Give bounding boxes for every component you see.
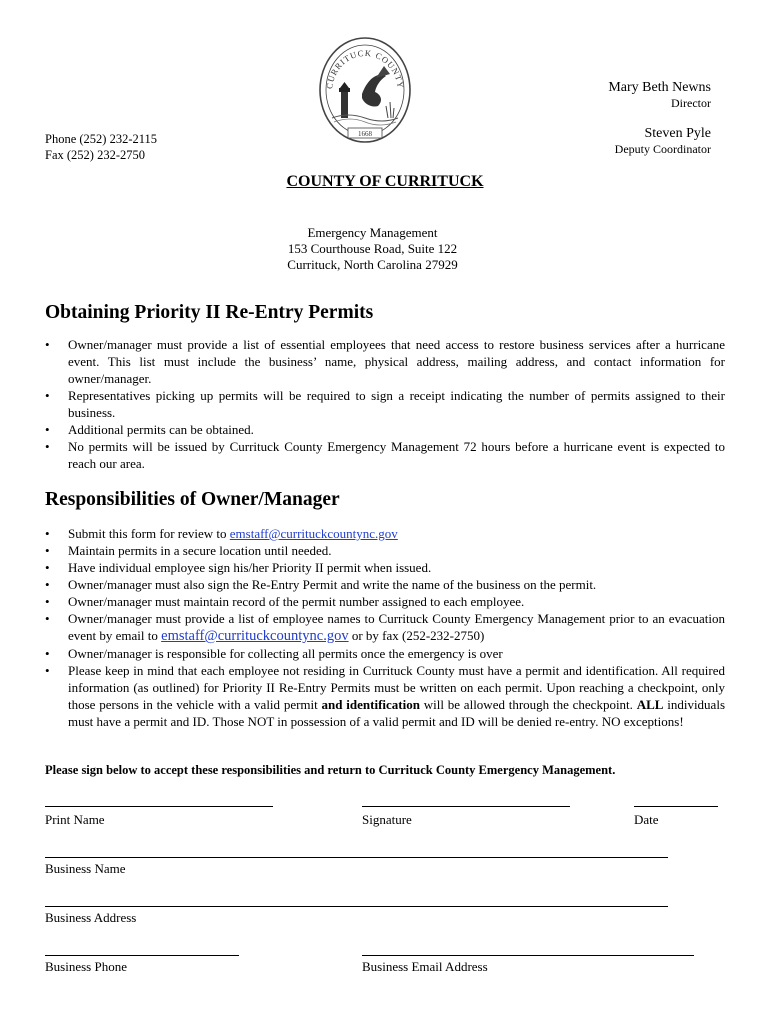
business-email-label: Business Email Address xyxy=(362,959,488,974)
phone-number: Phone (252) 232-2115 xyxy=(45,132,158,146)
department-name: Emergency Management xyxy=(307,225,438,240)
deputy-role: Deputy Coordinator xyxy=(614,142,711,156)
signature-label: Signature xyxy=(362,812,412,827)
list-item: • Have individual employee sign his/her Priority II permit when issued. xyxy=(45,559,725,576)
business-address-label: Business Address xyxy=(45,910,137,925)
county-seal xyxy=(318,36,412,144)
business-name-label: Business Name xyxy=(45,861,126,876)
print-name-line[interactable] xyxy=(45,806,273,807)
section-heading-responsibilities: Responsibilities of Owner/Manager xyxy=(45,489,340,510)
address-block xyxy=(0,225,745,273)
business-email-line[interactable] xyxy=(362,955,694,956)
list-item: • Representatives picking up permits will be required to sign a receipt indicating the number of permits assigned to their business. xyxy=(45,387,725,421)
list-item: • Owner/manager must provide a list of employee names to Currituck County Emergency Management prior to an evacuation event by email to emstaff@currituckcountync.gov or by fax (252-232-2750) xyxy=(45,610,725,645)
director-name: Mary Beth Newns xyxy=(608,80,711,95)
business-name-line[interactable] xyxy=(45,857,668,858)
business-address-line[interactable] xyxy=(45,906,668,907)
email-link[interactable]: emstaff@currituckcountync.gov xyxy=(229,526,398,541)
list-item: • Owner/manager must also sign the Re-Entry Permit and write the name of the business on the permit. xyxy=(45,576,725,593)
seal-year: 1668 xyxy=(358,130,372,138)
sign-instruction: Please sign below to accept these responsibilities and return to Currituck County Emergency Management. xyxy=(45,763,616,777)
seal-top-text: CURRITUCK COUNTY xyxy=(324,47,406,90)
svg-text:CURRITUCK COUNTY xyxy=(324,48,406,90)
contact-block xyxy=(45,131,157,163)
business-phone-label: Business Phone xyxy=(45,959,127,974)
date-label: Date xyxy=(634,812,659,827)
street-address: 153 Courthouse Road, Suite 122 xyxy=(287,241,458,256)
list-item: • Please keep in mind that each employee not residing in Currituck County must have a permit and identification. All required information (as outlined) for Priority II Re-Entry Permits must be written on each permit. Upon reaching a checkpoint, only those persons in the vehicle with a valid permit and identification will be allowed through the checkpoint. ALL individuals must have a permit and ID. Those NOT in possession of a valid permit and ID will be denied re-entry. NO exceptions! xyxy=(45,662,725,730)
list-item: • Owner/manager must maintain record of the permit number assigned to each employee. xyxy=(45,593,725,610)
city-state-zip: Currituck, North Carolina 27929 xyxy=(287,257,458,272)
date-line[interactable] xyxy=(634,806,718,807)
list-item: • No permits will be issued by Currituck County Emergency Management 72 hours before a hurricane event is expected to reach our area. xyxy=(45,438,725,472)
list-item: • Submit this form for review to emstaff@currituckcountync.gov xyxy=(45,525,725,542)
email-link[interactable]: emstaff@currituckcountync.gov xyxy=(161,628,349,644)
permits-list xyxy=(45,336,725,472)
print-name-label: Print Name xyxy=(45,812,105,827)
director-role: Director xyxy=(671,96,711,110)
staff-director xyxy=(608,80,711,110)
county-title: COUNTY OF CURRITUCK xyxy=(286,173,484,190)
staff-deputy xyxy=(615,126,711,156)
deputy-name: Steven Pyle xyxy=(644,126,711,141)
list-item: • Additional permits can be obtained. xyxy=(45,421,725,438)
list-item: • Owner/manager is responsible for collecting all permits once the emergency is over xyxy=(45,645,725,662)
business-phone-line[interactable] xyxy=(45,955,239,956)
signature-line[interactable] xyxy=(362,806,570,807)
responsibilities-list xyxy=(45,525,725,730)
list-item: • Maintain permits in a secure location until needed. xyxy=(45,542,725,559)
fax-number: Fax (252) 232-2750 xyxy=(45,148,145,162)
section-heading-permits: Obtaining Priority II Re-Entry Permits xyxy=(45,302,374,323)
list-item: • Owner/manager must provide a list of essential employees that need access to restore business services after a hurricane event. This list must include the business’ name, physical address, mailing address, and contact information for owner/manager. xyxy=(45,336,725,387)
